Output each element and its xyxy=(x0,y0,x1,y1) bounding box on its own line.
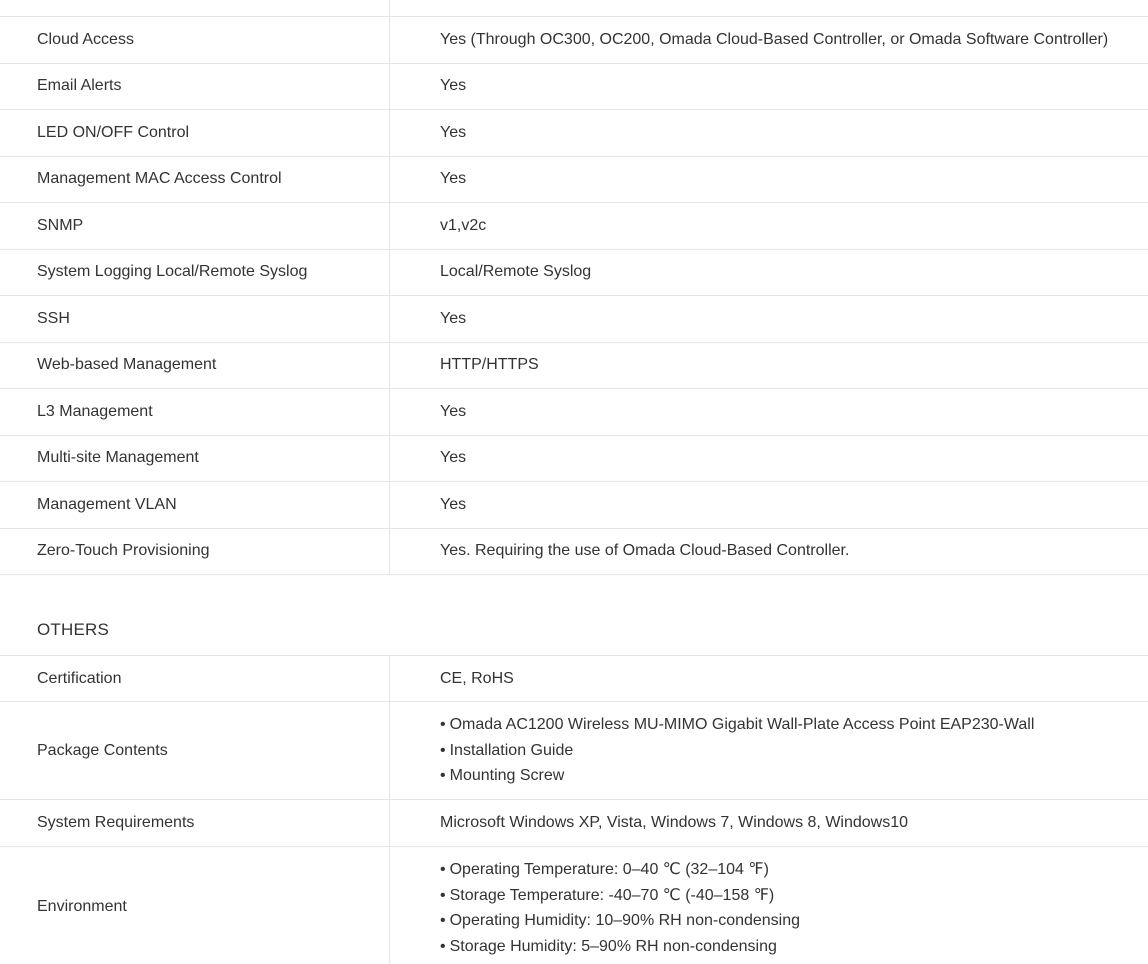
table-row xyxy=(0,157,1148,204)
table-row xyxy=(0,296,1148,343)
spec-value: v1,v2c xyxy=(440,216,487,234)
spec-value: Yes (Through OC300, OC200, Omada Cloud-Based Controller, or Omada Software Controller) xyxy=(440,30,1109,48)
spec-label: Web-based Management xyxy=(0,343,390,389)
table-row xyxy=(0,203,1148,250)
spec-label: Management VLAN xyxy=(0,482,390,528)
others-spec-table xyxy=(0,655,1148,964)
table-row xyxy=(0,436,1148,483)
spec-value-cell xyxy=(390,0,1148,16)
list-item: • Mounting Screw xyxy=(440,763,1034,789)
spec-label: L3 Management xyxy=(0,389,390,435)
spec-value: CE, RoHS xyxy=(440,669,514,687)
table-row xyxy=(0,64,1148,111)
table-row-partial xyxy=(0,0,1148,17)
spec-value: Yes xyxy=(440,170,467,188)
spec-value xyxy=(390,702,1148,799)
spec-value: Yes xyxy=(440,495,467,513)
list-item: • Omada AC1200 Wireless MU-MIMO Gigabit Wall-Plate Access Point EAP230-Wall xyxy=(440,712,1034,738)
spec-value: Yes xyxy=(440,123,467,141)
spec-value: Yes xyxy=(440,402,467,420)
section-heading-others: OTHERS xyxy=(37,620,110,639)
spec-label: SSH xyxy=(0,296,390,342)
spec-value: Local/Remote Syslog xyxy=(440,263,592,281)
spec-label: Package Contents xyxy=(0,702,390,799)
spec-value: Microsoft Windows XP, Vista, Windows 7, Windows 8, Windows10 xyxy=(440,814,909,831)
spec-value xyxy=(390,847,1148,964)
table-row xyxy=(0,250,1148,297)
spec-label: Multi-site Management xyxy=(0,436,390,482)
environment-list xyxy=(440,857,800,959)
spec-label: LED ON/OFF Control xyxy=(0,110,390,156)
list-item: • Operating Temperature: 0–40 ℃ (32–104 ℉) xyxy=(440,857,800,883)
spec-value: Yes. Requiring the use of Omada Cloud-Based Controller. xyxy=(440,542,850,560)
spec-label: SNMP xyxy=(0,203,390,249)
package-contents-list xyxy=(440,712,1034,789)
table-row xyxy=(0,529,1148,576)
spec-label: System Logging Local/Remote Syslog xyxy=(0,250,390,296)
spec-label: Email Alerts xyxy=(0,64,390,110)
list-item: • Storage Humidity: 5–90% RH non-condensing xyxy=(440,934,800,960)
spec-label: Zero-Touch Provisioning xyxy=(0,529,390,575)
spec-label: Cloud Access xyxy=(0,17,390,63)
table-row xyxy=(0,702,1148,800)
spec-value: HTTP/HTTPS xyxy=(440,356,539,374)
list-item: • Storage Temperature: -40–70 ℃ (-40–158 ℉) xyxy=(440,883,800,909)
table-row xyxy=(0,17,1148,64)
spec-value: Yes xyxy=(440,77,467,95)
list-item: • Installation Guide xyxy=(440,738,1034,764)
list-item: • Operating Humidity: 10–90% RH non-condensing xyxy=(440,908,800,934)
spec-label-cell xyxy=(0,0,390,16)
spec-label: Certification xyxy=(0,656,390,701)
spec-label: System Requirements xyxy=(0,800,390,846)
spec-label: Environment xyxy=(0,847,390,964)
spec-label: Management MAC Access Control xyxy=(0,157,390,203)
table-row xyxy=(0,800,1148,847)
spec-value: Yes xyxy=(440,309,467,327)
table-row xyxy=(0,343,1148,390)
table-row xyxy=(0,110,1148,157)
table-row xyxy=(0,656,1148,702)
table-row xyxy=(0,482,1148,529)
spec-value: Yes xyxy=(440,449,467,467)
table-row xyxy=(0,389,1148,436)
table-row xyxy=(0,847,1148,964)
